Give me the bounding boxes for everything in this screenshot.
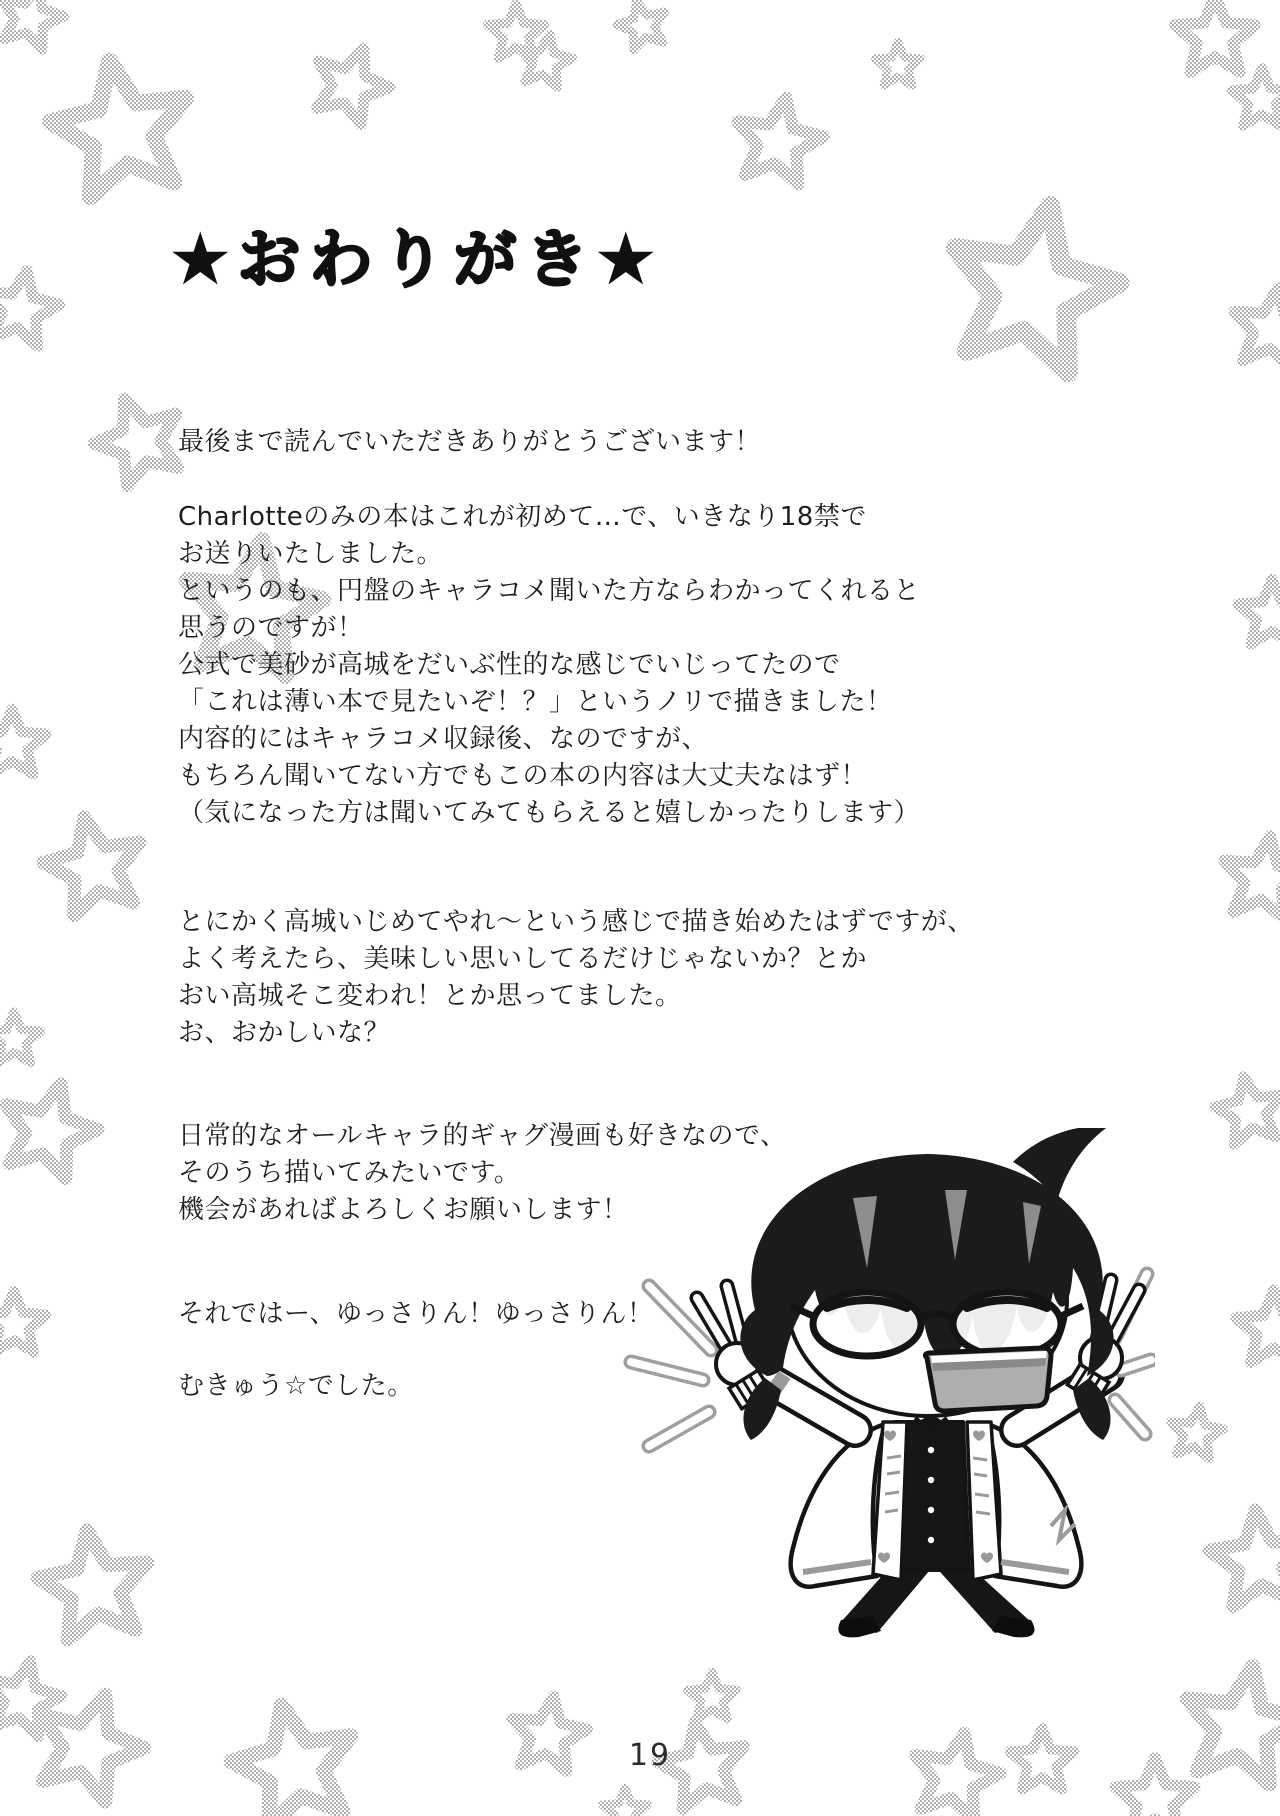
star-icon [1238, 579, 1280, 644]
star-icon [2, 0, 65, 50]
star-icon [956, 206, 1120, 373]
star-icon [94, 399, 178, 486]
star-icon [43, 817, 140, 915]
afterword-line: Charlotteのみの本はこれが初めて…で、いきなり18禁で [178, 502, 867, 532]
star-icon [1171, 1406, 1224, 1458]
afterword-line: 内容的にはキャラコメ収録後、なのですが、 [178, 724, 709, 754]
star-icon [1234, 288, 1280, 367]
afterword-line: 最後まで読んでいただきありがとうございます！ [178, 427, 762, 457]
afterword-line: というのも、円盤のキャラコメ聞いた方ならわかってくれると [178, 576, 921, 606]
star-icon [617, 1, 665, 50]
page-number: 19 [628, 1738, 672, 1773]
star-icon [6, 1084, 98, 1179]
page-title: ★おわりがき★ [172, 223, 663, 296]
star-icon [51, 61, 186, 197]
afterword-line: 日常的なオールキャラ的ギャグ漫画も好きなので、 [178, 1121, 787, 1151]
star-icon [0, 271, 60, 346]
afterword-line: 機会があればよろしくお願いします！ [178, 1195, 629, 1225]
afterword-line: 公式で美砂が高城をだいぶ性的な感じでいじってたので [178, 650, 841, 680]
afterword-text [178, 424, 1098, 1405]
star-icon [1225, 836, 1280, 918]
afterword-line: お、おかしいな？ [178, 1018, 391, 1048]
afterword-line: そのうち描いてみたいです。 [178, 1158, 521, 1188]
star-icon [43, 1695, 144, 1802]
star-icon [1010, 1728, 1075, 1790]
afterword-paragraph [178, 424, 1098, 461]
star-icon [687, 1672, 736, 1719]
star-icon [1187, 1667, 1280, 1784]
afterword-paragraph [178, 1296, 1098, 1333]
afterword-line: 「これは薄い本で見たいぞ！？」というノリで描きました！ [178, 687, 893, 717]
star-icon [38, 1531, 147, 1640]
star-icon [915, 1733, 1001, 1816]
afterword-paragraph [178, 499, 1098, 832]
star-icon [1175, 0, 1255, 72]
star-icon [602, 1788, 648, 1816]
star-icon [0, 1291, 46, 1353]
afterword-paragraph [178, 1368, 1098, 1405]
afterword-line: むきゅう☆でした。 [178, 1371, 414, 1401]
afterword-line: とにかく高城いじめてやれ～という感じで描き始めたはずですが、 [178, 907, 974, 937]
star-icon [0, 709, 46, 774]
star-icon [1236, 1290, 1280, 1362]
afterword-paragraph [178, 904, 1098, 1052]
afterword-line: 思うのですが！ [178, 613, 364, 643]
star-icon [737, 98, 823, 185]
star-icon [0, 1012, 41, 1063]
star-icon [875, 42, 921, 85]
star-icon [1115, 1758, 1195, 1816]
star-icon [1209, 1510, 1280, 1606]
afterword-line: お送りいたしました。 [178, 539, 444, 569]
star-icon [1214, 1077, 1280, 1145]
star-icon [231, 1705, 350, 1816]
afterword-paragraph [178, 1118, 1098, 1229]
chibi-coat [791, 1418, 1082, 1587]
afterword-line: それではー、ゆっさりん！ゆっさりん！ [178, 1299, 654, 1329]
afterword-line: もちろん聞いてない方でもこの本の内容は大丈夫なはず！ [178, 761, 868, 791]
afterword-line: おい高城そこ変われ！とか思ってました。 [178, 981, 682, 1011]
star-icon [317, 48, 390, 124]
afterword-line: （気になった方は聞いてみてもらえると嬉しかったりします） [178, 798, 921, 828]
afterword-line: よく考えたら、美味しい思いしてるだけじゃないか？とか [178, 944, 868, 974]
